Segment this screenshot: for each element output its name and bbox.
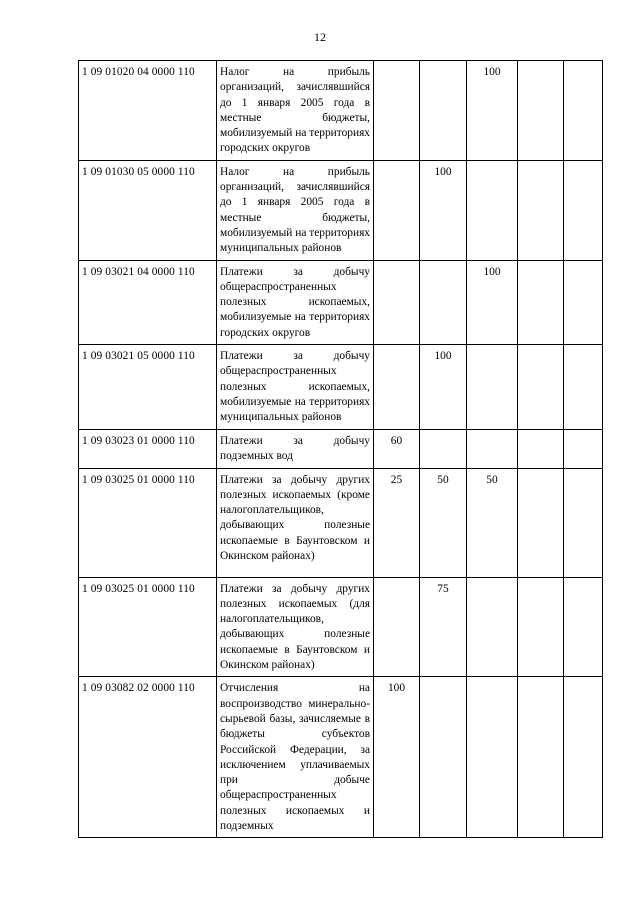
value-cell-col-4 xyxy=(518,677,564,838)
value-cell-col-1 xyxy=(374,61,420,161)
value-cell-col-1 xyxy=(374,345,420,429)
value-cell-col-3 xyxy=(467,345,518,429)
value-cell-col-4 xyxy=(518,468,564,577)
value-cell-col-2 xyxy=(420,677,467,838)
revenue-description-cell: Платежи за добычу других полезных ископаемых (кроме налогоплательщиков, добывающих полезные ископаемые в Баунтовском и Окинском районах) xyxy=(217,468,374,577)
table-row xyxy=(79,61,603,161)
value-cell-col-2: 75 xyxy=(420,577,467,677)
value-cell-col-2: 50 xyxy=(420,468,467,577)
value-cell-col-5 xyxy=(564,260,603,344)
revenue-description-cell: Налог на прибыль организаций, зачислявшийся до 1 января 2005 года в местные бюджеты, мобилизуемый на территориях городских округов xyxy=(217,61,374,161)
value-cell-col-1: 60 xyxy=(374,429,420,468)
value-cell-col-4 xyxy=(518,260,564,344)
value-cell-col-2 xyxy=(420,61,467,161)
revenue-description-cell: Платежи за добычу общераспространенных полезных ископаемых, мобилизуемые на территориях муниципальных районов xyxy=(217,345,374,429)
value-cell-col-5 xyxy=(564,677,603,838)
revenue-code-cell: 1 09 03025 01 0000 110 xyxy=(79,468,217,577)
value-cell-col-4 xyxy=(518,345,564,429)
value-cell-col-4 xyxy=(518,429,564,468)
value-cell-col-3: 50 xyxy=(467,468,518,577)
revenue-description-cell: Платежи за добычу подземных вод xyxy=(217,429,374,468)
revenue-description-cell: Налог на прибыль организаций, зачислявшийся до 1 января 2005 года в местные бюджеты, мобилизуемый на территориях муниципальных районов xyxy=(217,160,374,260)
value-cell-col-3: 100 xyxy=(467,260,518,344)
table-row xyxy=(79,345,603,429)
revenue-code-cell: 1 09 01030 05 0000 110 xyxy=(79,160,217,260)
value-cell-col-2: 100 xyxy=(420,160,467,260)
value-cell-col-5 xyxy=(564,468,603,577)
value-cell-col-2 xyxy=(420,429,467,468)
table-row xyxy=(79,468,603,577)
revenue-code-cell: 1 09 03023 01 0000 110 xyxy=(79,429,217,468)
revenue-code-cell: 1 09 03025 01 0000 110 xyxy=(79,577,217,677)
value-cell-col-2 xyxy=(420,260,467,344)
revenue-code-cell: 1 09 03021 04 0000 110 xyxy=(79,260,217,344)
table-row xyxy=(79,429,603,468)
table-row xyxy=(79,160,603,260)
budget-allocation-table xyxy=(78,60,603,838)
value-cell-col-1: 100 xyxy=(374,677,420,838)
revenue-code-cell: 1 09 03021 05 0000 110 xyxy=(79,345,217,429)
revenue-code-cell: 1 09 03082 02 0000 110 xyxy=(79,677,217,838)
revenue-description-cell: Платежи за добычу общераспространенных полезных ископаемых, мобилизуемые на территориях городских округов xyxy=(217,260,374,344)
page-number: 12 xyxy=(314,30,326,44)
value-cell-col-4 xyxy=(518,160,564,260)
table-row xyxy=(79,260,603,344)
value-cell-col-3 xyxy=(467,577,518,677)
value-cell-col-3 xyxy=(467,160,518,260)
value-cell-col-4 xyxy=(518,577,564,677)
value-cell-col-5 xyxy=(564,577,603,677)
table-row xyxy=(79,677,603,838)
value-cell-col-5 xyxy=(564,61,603,161)
revenue-description-cell: Отчисления на воспроизводство минерально-сырьевой базы, зачисляемые в бюджеты субъектов Российской Федерации, за исключением уплачиваемых при добыче общераспространенных полезных ископаемых и подземных xyxy=(217,677,374,838)
value-cell-col-1: 25 xyxy=(374,468,420,577)
value-cell-col-3: 100 xyxy=(467,61,518,161)
value-cell-col-5 xyxy=(564,345,603,429)
table-row xyxy=(79,577,603,677)
value-cell-col-5 xyxy=(564,429,603,468)
revenue-code-cell: 1 09 01020 04 0000 110 xyxy=(79,61,217,161)
value-cell-col-4 xyxy=(518,61,564,161)
value-cell-col-3 xyxy=(467,677,518,838)
value-cell-col-1 xyxy=(374,260,420,344)
value-cell-col-1 xyxy=(374,160,420,260)
value-cell-col-3 xyxy=(467,429,518,468)
value-cell-col-5 xyxy=(564,160,603,260)
revenue-description-cell: Платежи за добычу других полезных ископаемых (для налогоплательщиков, добывающих полезные ископаемые в Баунтовском и Окинском районах) xyxy=(217,577,374,677)
value-cell-col-1 xyxy=(374,577,420,677)
value-cell-col-2: 100 xyxy=(420,345,467,429)
